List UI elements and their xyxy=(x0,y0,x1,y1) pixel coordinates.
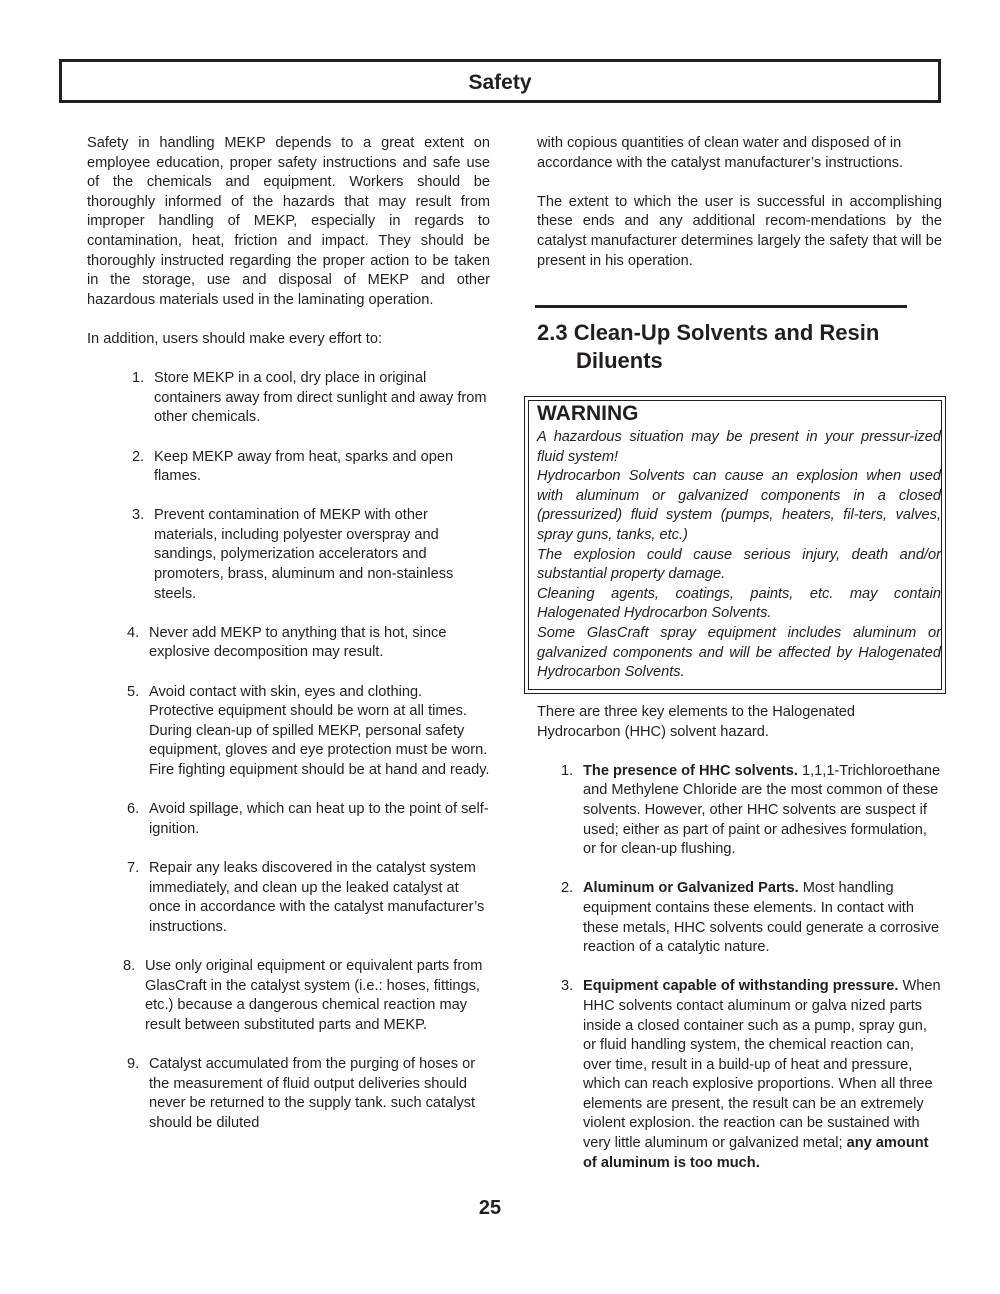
warning-line: A hazardous situation may be present in your pressur-ized fluid system! xyxy=(537,429,941,465)
list-text: Most handling equipment contains these elements. In contact with these metals, HHC solvents could generate a corrosive reaction of a catalytic nature. xyxy=(583,880,940,956)
list-text: Repair any leaks discovered in the catalyst system immediately, and clean up the leaked catalyst at once in accordance with the catalyst manufacturer’s instructions. xyxy=(149,859,485,935)
section-header-box xyxy=(59,59,941,103)
hhc-list xyxy=(537,762,942,1173)
list-item xyxy=(87,859,490,937)
list-item xyxy=(87,624,490,663)
list-text: Never add MEKP to anything that is hot, since explosive decomposition may result. xyxy=(149,624,447,661)
list-text: Prevent contamination of MEKP with other materials, including polyester overspray and sandings, polymerization accelerators and promoters, brass, aluminum and non-stainless steels. xyxy=(154,507,454,602)
list-number: 4. xyxy=(127,624,140,641)
list-number: 9. xyxy=(127,1055,140,1072)
section-heading-line-1: 2.3 Clean-Up Solvents and Resin xyxy=(537,320,880,345)
list-item xyxy=(537,977,942,1173)
warning-line: The explosion could cause serious injury, death and/or substantial property damage. xyxy=(537,546,941,583)
list-bold-text: Equipment capable of withstanding pressure. xyxy=(583,978,899,995)
extent-paragraph: The extent to which the user is successful in accomplishing these ends and any additional recom-mendations by the catalyst manufacturer determines largely the safety that will be present in his operation. xyxy=(537,193,942,269)
list-text: Use only original equipment or equivalent parts from GlasCraft in the catalyst system (i.e.: hoses, fittings, etc.) because a dangerous chemical reaction may result between substituted parts and MEKP. xyxy=(145,957,483,1033)
list-bold-text: The presence of HHC solvents. xyxy=(583,762,798,779)
list-item xyxy=(537,762,942,860)
section-heading-line-2: Diluents xyxy=(576,348,663,373)
list-number: 5. xyxy=(127,683,140,700)
continuation-paragraph: with copious quantities of clean water and disposed of in accordance with the catalyst manufacturer’s instructions. xyxy=(537,135,904,171)
lead-paragraph: In addition, users should make every effort to: xyxy=(87,330,383,347)
section-divider xyxy=(535,305,907,308)
list-text: Avoid spillage, which can heat up to the point of self-ignition. xyxy=(149,801,489,837)
list-item xyxy=(87,1055,490,1133)
intro-paragraph: Safety in handling MEKP depends to a great extent on employee education, proper safety instructions and safe use of the chemicals and equipment. Workers should be thoroughly informed of the hazards that may result from improper handling of MEKP, especially in regards to contamination, heat, friction and impact. They should be thoroughly instructed regarding the proper action to be taken in the storage, use and disposal of MEKP and other hazardous materials used in the laminating operation. xyxy=(87,135,490,308)
section-heading xyxy=(537,319,957,375)
list-item xyxy=(87,369,490,428)
list-number: 3. xyxy=(132,507,145,524)
list-item xyxy=(87,957,490,1035)
warning-line: Some GlasCraft spray equipment includes aluminum or galvanized components and will be affected by Halogenated Hydrocarbon Solvents. xyxy=(537,624,941,681)
hhc-intro: There are three key elements to the Halogenated Hydrocarbon (HHC) solvent hazard. xyxy=(537,704,856,740)
mekp-list xyxy=(87,369,490,1133)
list-number: 1. xyxy=(561,762,574,779)
page-number: 25 xyxy=(478,1197,502,1219)
warning-line: Hydrocarbon Solvents can cause an explosion when used with aluminum or galvanized components in a closed (pressurized) fluid system (pumps, heaters, fil-ters, valves, spray guns, tanks, etc.) xyxy=(537,468,941,543)
list-item xyxy=(537,879,942,957)
list-number: 8. xyxy=(123,957,136,974)
warning-line: Cleaning agents, coatings, paints, etc. may contain Halogenated Hydrocarbon Solvents. xyxy=(537,585,941,622)
list-number: 3. xyxy=(561,978,574,995)
list-bold-text: Aluminum or Galvanized Parts. xyxy=(583,880,799,897)
warning-title: WARNING xyxy=(537,402,639,425)
list-text: Store MEKP in a cool, dry place in original containers away from direct sunlight and away from other chemicals. xyxy=(154,370,487,426)
list-text: 1,1,1-Trichloroethane and Methylene Chloride are the most common of these solvents. However, other HHC solvents are suspect if used; either as part of paint or adhesives formulation, or for clean-up flushing. xyxy=(583,762,941,858)
page-title: Safety xyxy=(468,71,532,94)
warning-text xyxy=(537,428,941,683)
list-number: 1. xyxy=(132,370,145,387)
list-number: 2. xyxy=(561,880,574,897)
list-number: 7. xyxy=(127,859,140,876)
list-text: Avoid contact with skin, eyes and clothing. Protective equipment should be worn at all times. During clean-up of spilled MEKP, personal safety equipment, gloves and eye protection must be worn. Fire fighting equipment should be at hand and ready. xyxy=(149,683,490,778)
hhc-section xyxy=(537,703,942,1173)
list-item xyxy=(87,448,490,487)
left-column xyxy=(87,134,490,1133)
list-number: 6. xyxy=(127,801,140,818)
list-item xyxy=(87,506,490,604)
list-item xyxy=(87,800,490,839)
list-item xyxy=(87,683,490,781)
list-text: When HHC solvents contact aluminum or galva nized parts inside a closed container such as a pump, spray gun, or fluid handling system, the chemical reaction can, over time, result in a build-up of heat and pressure, which can reach explosive proportions. When all three elements are present, the result can be an extremely violent explosion. the reaction can be sustained with very little aluminum or galvanized metal; xyxy=(583,978,941,1152)
right-column-top xyxy=(537,134,942,271)
list-text: Catalyst accumulated from the purging of hoses or the measurement of fluid output deliveries should never be returned to the supply tank. such catalyst should be diluted xyxy=(149,1055,476,1131)
list-text: Keep MEKP away from heat, sparks and open flames. xyxy=(154,448,454,485)
list-number: 2. xyxy=(132,448,145,465)
list-bold-end-text: any amount of aluminum is too much. xyxy=(583,1135,929,1171)
